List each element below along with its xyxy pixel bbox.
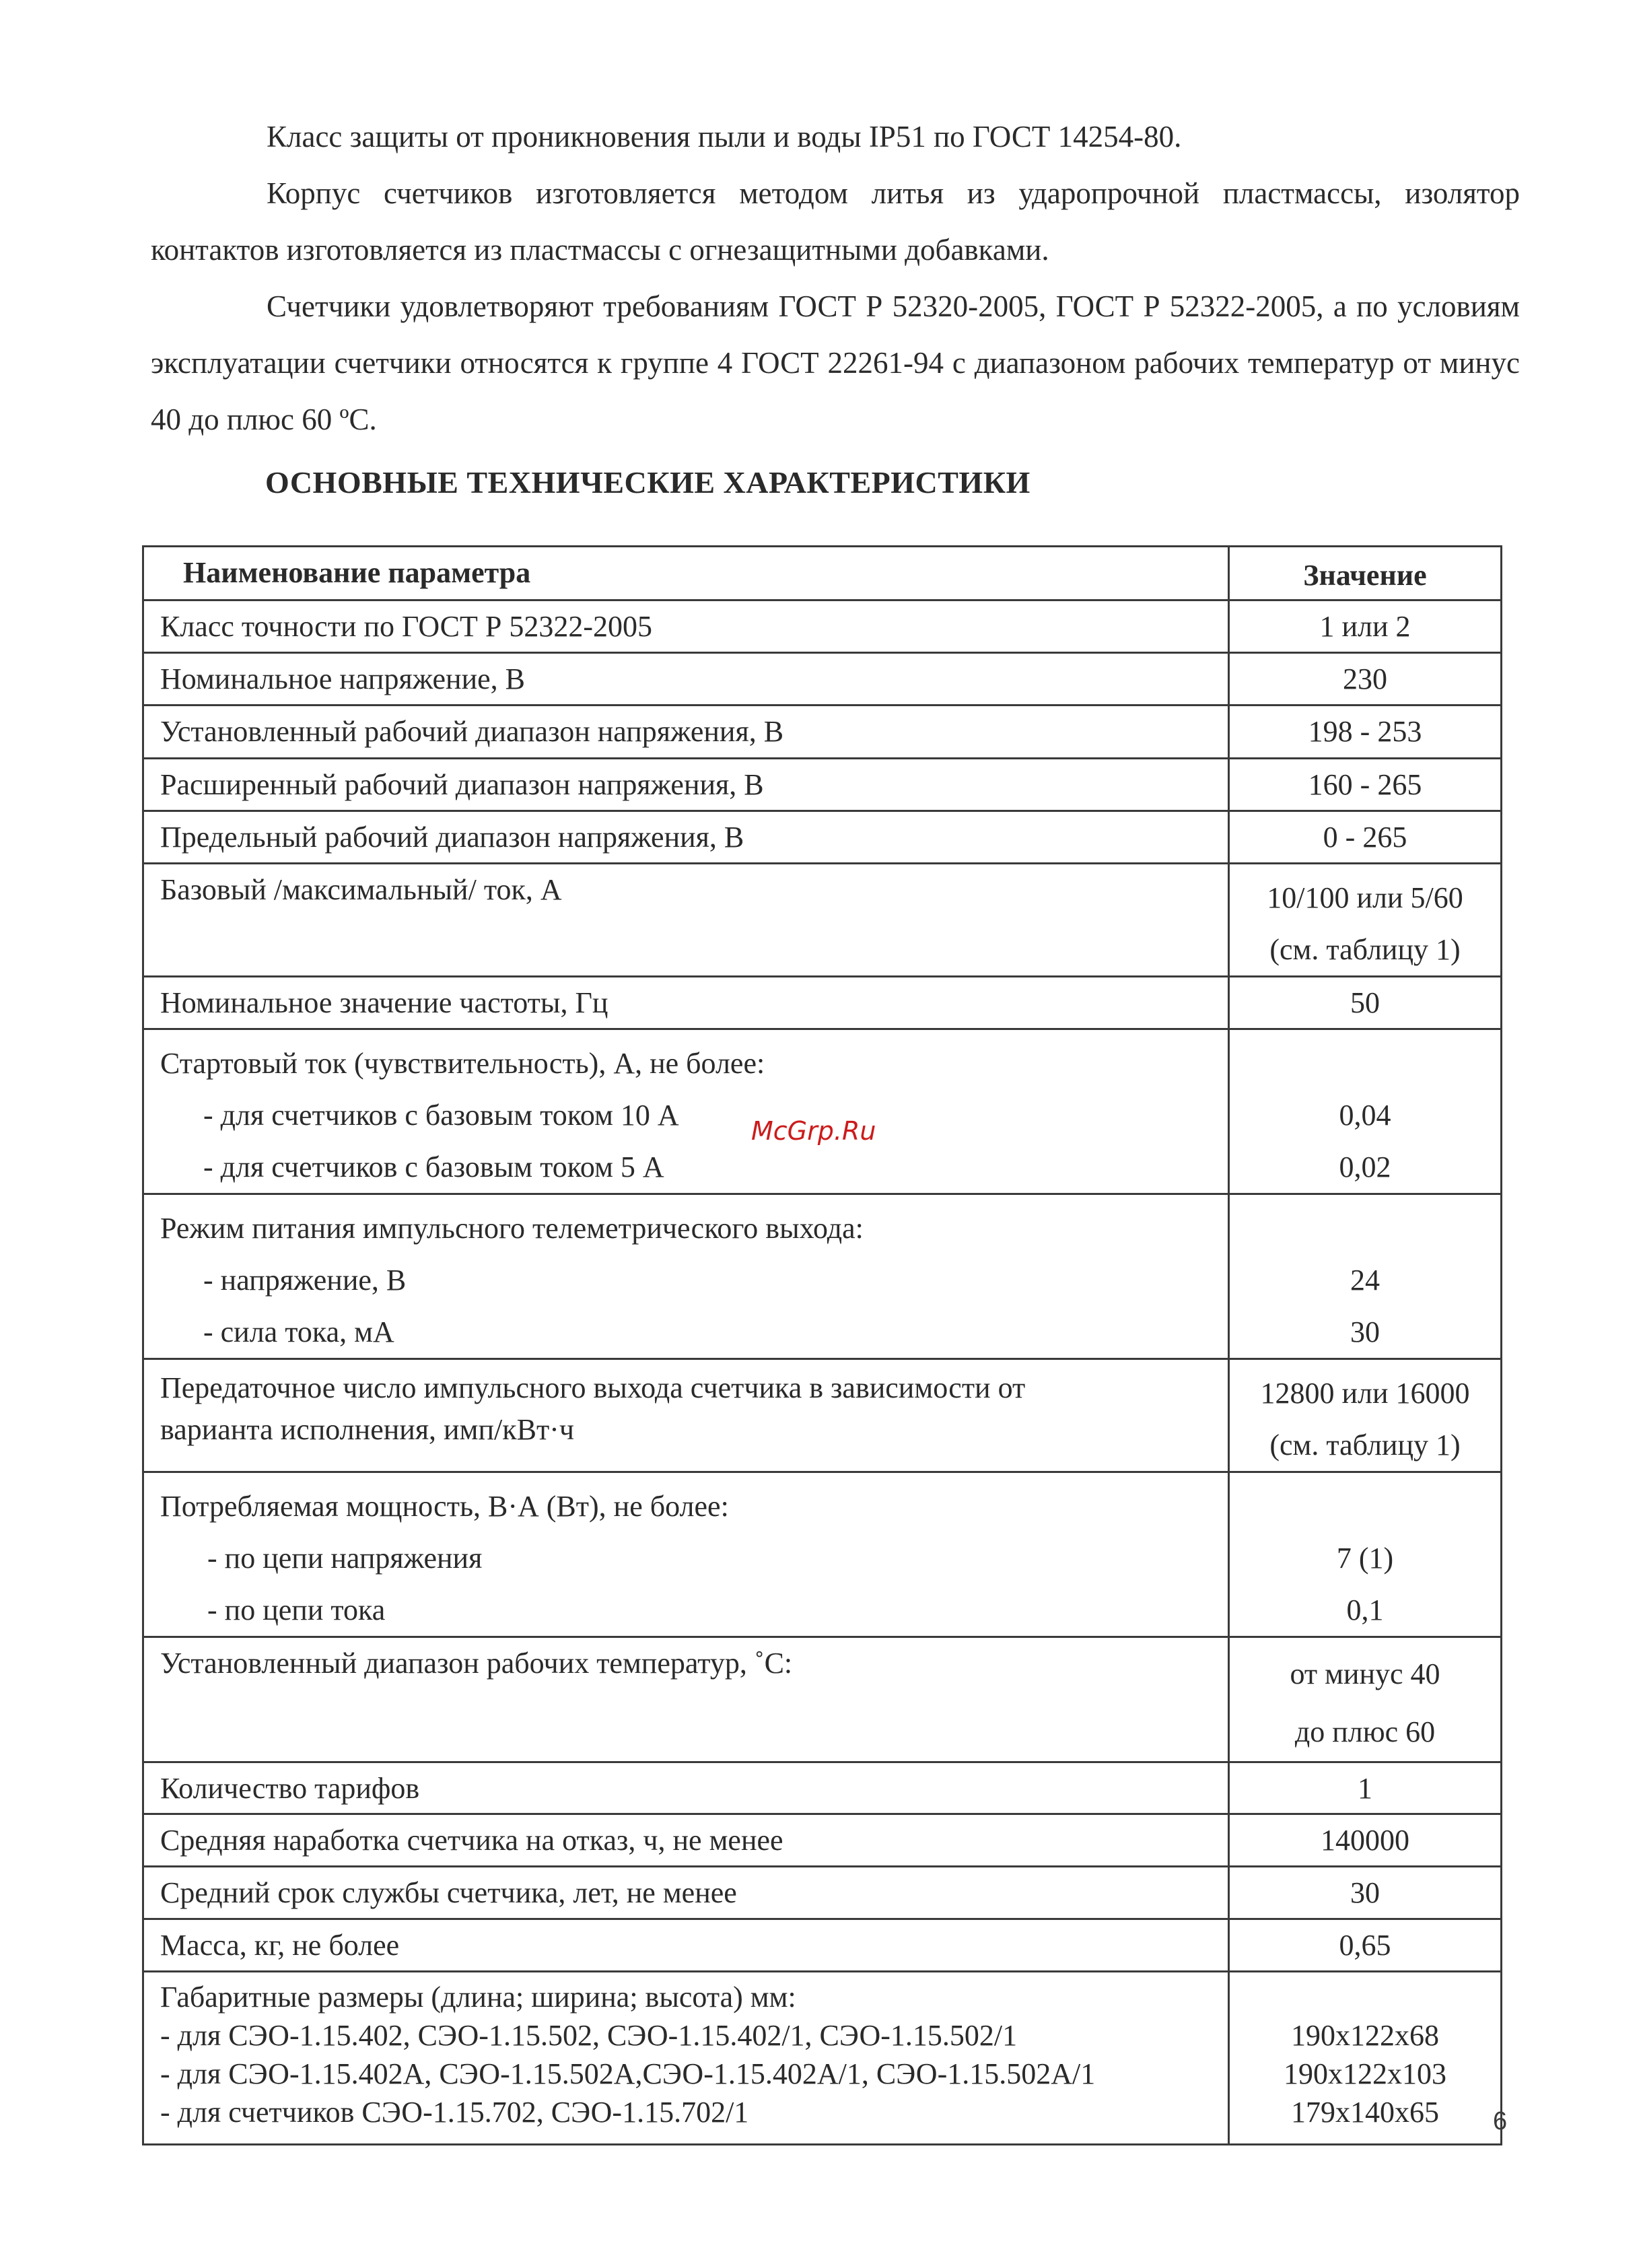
table-row (143, 1814, 1502, 1867)
table-row (143, 1637, 1502, 1762)
row-param: Номинальное значение частоты, Гц (143, 977, 1229, 1029)
row-param (143, 1972, 1229, 2145)
row-value (1229, 1972, 1502, 2145)
row-value: 160 - 265 (1229, 759, 1502, 811)
row-param-line: варианта исполнения, имп/кВт·ч (160, 1413, 574, 1446)
row-param (143, 1194, 1229, 1359)
row-value-blank (1230, 1978, 1500, 2016)
row-param: Предельный рабочий диапазон напряжения, В (143, 811, 1229, 864)
table-row (143, 759, 1502, 811)
row-sub-item: - по цепи напряжения (207, 1542, 483, 1575)
table-header-row (143, 547, 1502, 600)
row-value (1229, 1472, 1502, 1637)
row-value: 230 (1229, 653, 1502, 706)
watermark-text: McGrp.Ru (751, 1116, 876, 1146)
row-value-line: (см. таблицу 1) (1269, 1429, 1461, 1462)
table-row (143, 811, 1502, 864)
table-row (143, 1762, 1502, 1814)
row-value-blank (1230, 1202, 1500, 1254)
row-value-line: 0,04 (1339, 1099, 1391, 1132)
table-row (143, 1472, 1502, 1637)
header-value: Значение (1229, 547, 1502, 600)
row-param-line: Габаритные размеры (длина; ширина; высота) мм: (160, 1981, 796, 2014)
row-param: Средняя наработка счетчика на отказ, ч, не менее (143, 1814, 1229, 1867)
row-value: 1 или 2 (1229, 600, 1502, 653)
row-sub-item: - сила тока, мА (203, 1315, 394, 1348)
row-value-line: 10/100 или 5/60 (1267, 881, 1463, 914)
row-value-line: 7 (1) (1336, 1542, 1394, 1575)
table-row (143, 1919, 1502, 1972)
table-row (143, 706, 1502, 759)
row-value: 30 (1229, 1867, 1502, 1919)
row-value (1229, 1637, 1502, 1762)
row-param: Базовый /максимальный/ ток, А (143, 864, 1229, 977)
table-row (143, 1359, 1502, 1472)
row-value-line: от минус 40 (1290, 1657, 1440, 1690)
row-value-line: 0,02 (1339, 1150, 1391, 1183)
table-row (143, 864, 1502, 977)
row-param: Количество тарифов (143, 1762, 1229, 1814)
intro-paragraph-ip: Класс защиты от проникновения пыли и воды IP51 по ГОСТ 14254-80. (267, 120, 1182, 153)
row-value: 1 (1229, 1762, 1502, 1814)
row-sub-item: - для счетчиков СЭО-1.15.702, СЭО-1.15.702/1 (160, 2096, 749, 2129)
row-sub-item: - для счетчиков с базовым током 5 А (203, 1150, 664, 1183)
row-value (1229, 1359, 1502, 1472)
table-row (143, 653, 1502, 706)
row-value (1229, 1194, 1502, 1359)
table-row (143, 977, 1502, 1029)
table-row (143, 600, 1502, 653)
row-param-line: Передаточное число импульсного выхода счетчика в зависимости от (160, 1371, 1026, 1404)
intro-paragraph-standards: Счетчики удовлетворяют требованиям ГОСТ Р 52320-2005, ГОСТ Р 52322-2005, а по условиям эксплуатации счетчики относятся к группе 4 ГОСТ 22261-94 с диапазоном рабочих температур от минус 40 до плюс 60 ºС. (151, 289, 1520, 436)
row-param: Установленный диапазон рабочих температур, ˚С: (143, 1637, 1229, 1762)
table-row (143, 1029, 1502, 1194)
row-value: 198 - 253 (1229, 706, 1502, 759)
row-value-line: 190x122x103 (1284, 2057, 1446, 2090)
row-value-line: 24 (1350, 1264, 1380, 1297)
row-value (1229, 1029, 1502, 1194)
row-value-line: 30 (1350, 1315, 1380, 1348)
row-param (143, 1029, 1229, 1194)
spec-table (142, 545, 1502, 2145)
row-param-line: Режим питания импульсного телеметрического выхода: (160, 1212, 864, 1245)
row-param: Класс точности по ГОСТ Р 52322-2005 (143, 600, 1229, 653)
row-param: Масса, кг, не более (143, 1919, 1229, 1972)
table-row (143, 1867, 1502, 1919)
row-value-line: (см. таблицу 1) (1269, 933, 1461, 966)
row-value: 0 - 265 (1229, 811, 1502, 864)
row-param: Расширенный рабочий диапазон напряжения, В (143, 759, 1229, 811)
header-param: Наименование параметра (143, 547, 1229, 600)
table-row (143, 1194, 1502, 1359)
row-sub-item: - для СЭО-1.15.402, СЭО-1.15.502, СЭО-1.15.402/1, СЭО-1.15.502/1 (160, 2019, 1018, 2052)
row-value: 50 (1229, 977, 1502, 1029)
row-param-line: Потребляемая мощность, В·А (Вт), не более: (160, 1490, 729, 1523)
row-value-blank (1230, 1480, 1500, 1532)
table-row (143, 1972, 1502, 2145)
row-value-line: 0,1 (1346, 1593, 1384, 1626)
row-sub-item: - напряжение, В (203, 1264, 407, 1297)
row-sub-item: - для СЭО-1.15.402А, СЭО-1.15.502А,СЭО-1.15.402А/1, СЭО-1.15.502А/1 (160, 2057, 1096, 2090)
row-value-line: 179x140x65 (1291, 2096, 1439, 2129)
intro-paragraph-housing: Корпус счетчиков изготовляется методом литья из ударопрочной пластмассы, изолятор контактов изготовляется из пластмассы с огнезащитными добавками. (151, 176, 1520, 267)
row-sub-item: - для счетчиков с базовым током 10 А (203, 1099, 679, 1132)
row-param (143, 1472, 1229, 1637)
row-param: Средний срок службы счетчика, лет, не менее (143, 1867, 1229, 1919)
row-value-line: до плюс 60 (1294, 1715, 1436, 1748)
section-heading: ОСНОВНЫЕ ТЕХНИЧЕСКИЕ ХАРАКТЕРИСТИКИ (265, 465, 1030, 500)
row-value: 140000 (1229, 1814, 1502, 1867)
row-param (143, 1359, 1229, 1472)
row-value (1229, 864, 1502, 977)
row-param: Номинальное напряжение, В (143, 653, 1229, 706)
row-param: Установленный рабочий диапазон напряжения, В (143, 706, 1229, 759)
row-param-line: Стартовый ток (чувствительность), А, не более: (160, 1047, 765, 1080)
row-sub-item: - по цепи тока (207, 1593, 386, 1626)
page-number: 6 (1493, 2107, 1508, 2135)
row-value: 0,65 (1229, 1919, 1502, 1972)
row-value-blank (1230, 1037, 1500, 1089)
row-value-line: 12800 или 16000 (1260, 1377, 1470, 1410)
row-value-line: 190x122x68 (1291, 2019, 1439, 2052)
